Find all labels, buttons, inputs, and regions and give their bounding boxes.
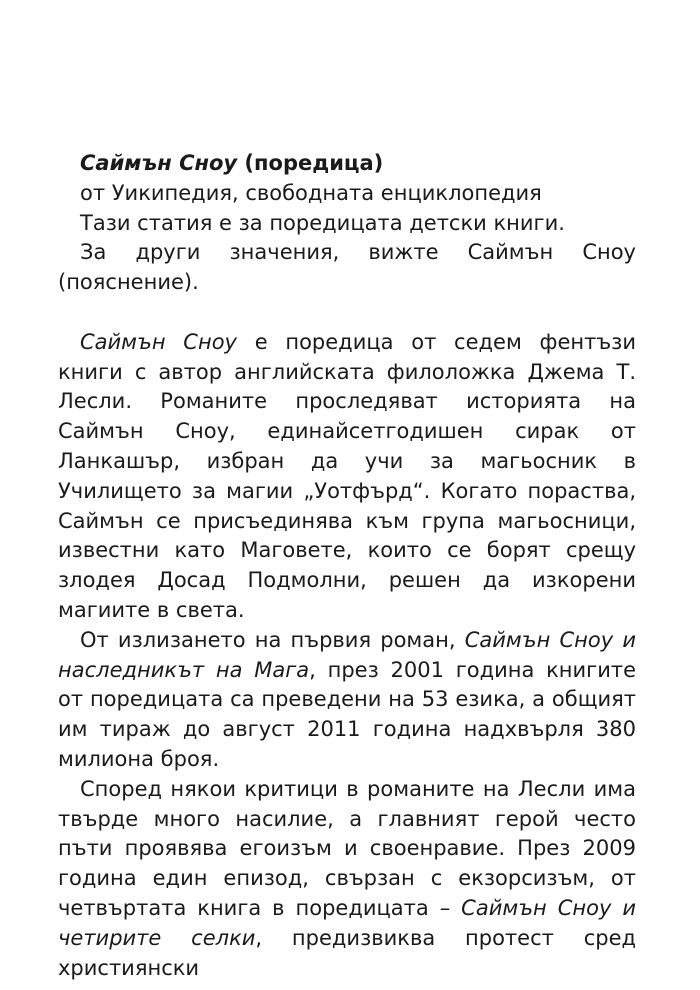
p3-italic: Саймън Сноу и четирите селки [58,895,636,950]
disambiguation-line-1 [80,209,636,239]
p2-text-b: , през 2001 година книгите от поредицата са преведени на 53 езика, а общият им тираж до август 2011 година надхвърля 380 милиона броя. [58,657,636,771]
p1-italic: Саймън Сноу [80,329,237,354]
title-italic: Саймън Сноу [80,151,238,175]
paragraph-3 [58,775,636,984]
paragraph-1 [58,328,636,626]
disambiguation-line-2 [58,238,636,298]
source-line [80,179,636,209]
article-title [80,149,636,179]
title-rest: (поредица) [237,151,384,175]
p3-text-b: , предизвиква протест сред християнски [58,925,637,980]
paragraph-2 [58,626,636,775]
p3-text-a: Според някои критици в романите на Лесли има твърде много насилие, а главният герой често пъти проявява егоизъм и своенравие. През 2009 година един епизод, свързан с екзорсизъм, от четвъртата книга в поредицата – [58,776,636,920]
p2-text-a: От излизането на първия роман, [80,627,465,652]
disambig-text-2: За други значения, вижте Саймън Сноу (пояснение). [58,240,636,295]
p1-text: е поредица от седем фентъзи книги с автор английската филоложка Джема Т. Лесли. Романите проследяват историята на Саймън Сноу, единайсетгодишен сирак от Ланкашър, избран да учи за магьосник в Училището за магии „Уотфърд“. Когато пораства, Саймън се присъединява към група магьосници, известни като Маговете, които се борят срещу злодея Досад Подмолни, решен да изкорени магиите в света. [58,329,636,622]
p2-italic: Саймън Сноу и наследникът на Мага [58,627,636,682]
article-body [58,149,637,983]
paragraph-gap [80,298,636,328]
source-text: от Уикипедия, свободната енциклопедия [80,180,542,205]
disambig-text-1: Тази статия е за поредицата детски книги. [80,210,565,235]
